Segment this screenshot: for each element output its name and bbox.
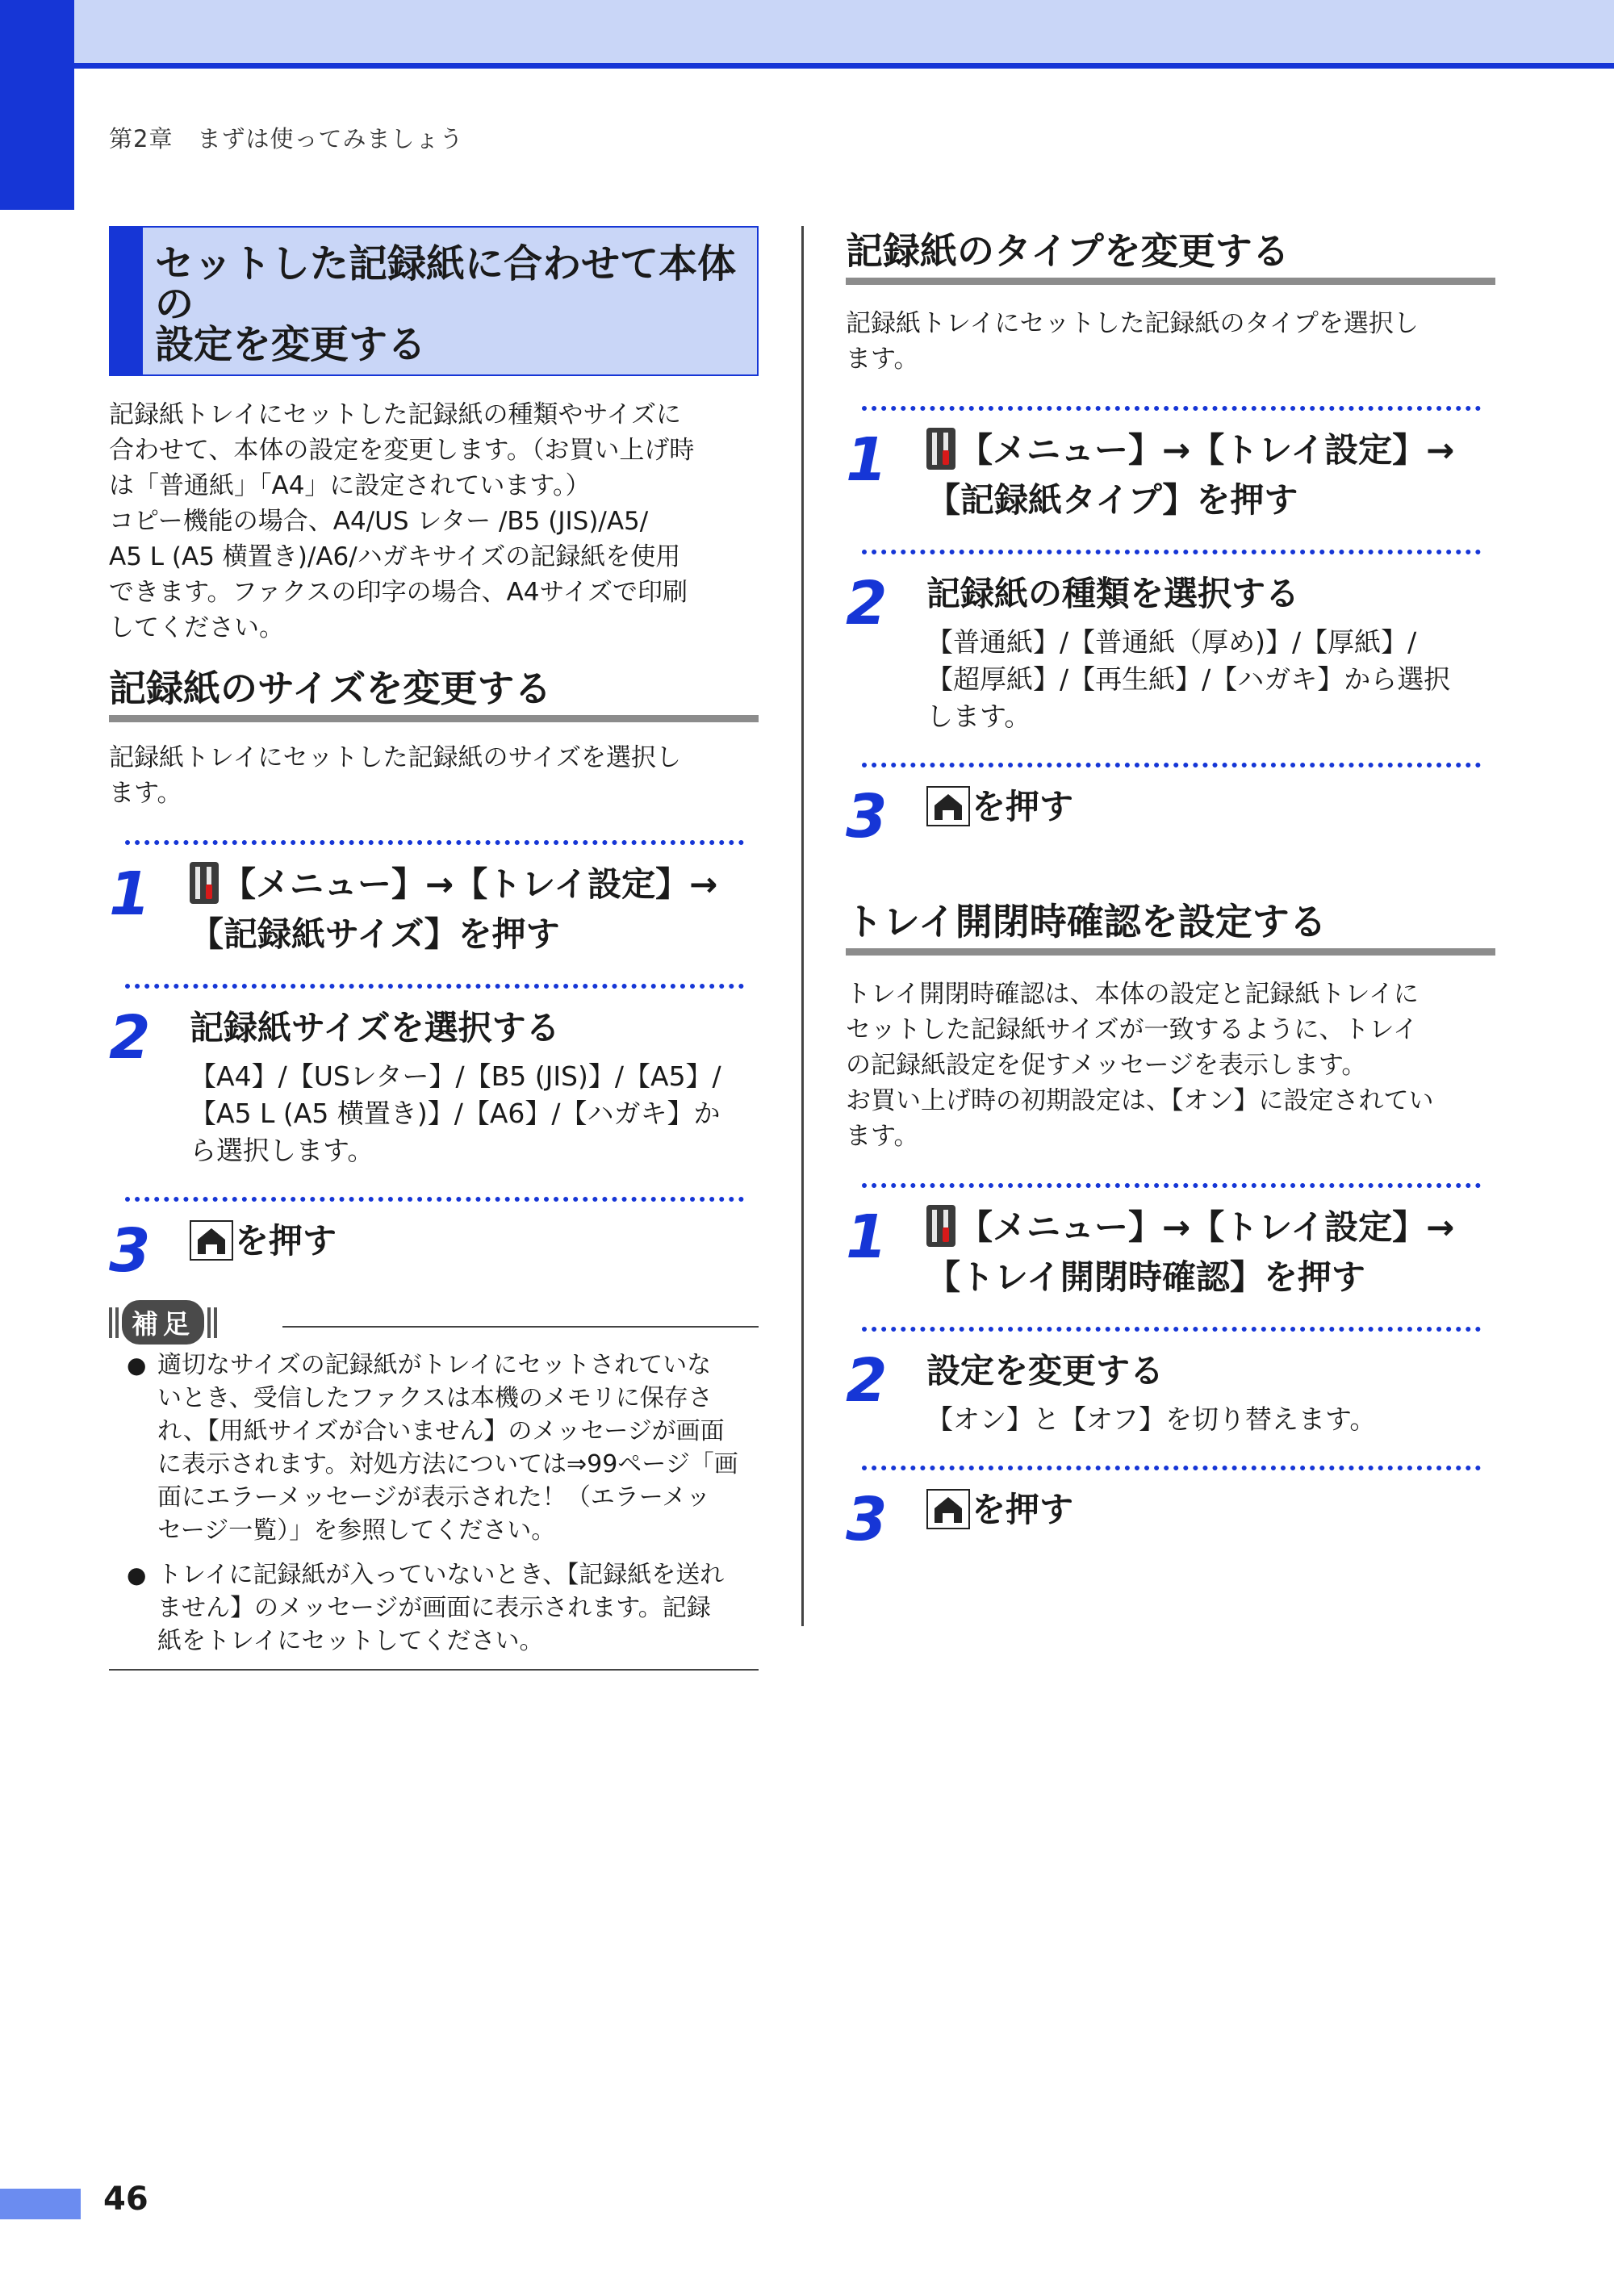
section-title-tray-check: トレイ開閉時確認を設定する	[846, 897, 1495, 956]
step-title: 記録紙の種類を選択する	[926, 574, 1300, 613]
step-title: 設定を変更する	[926, 1351, 1165, 1391]
step-number: 1	[109, 859, 151, 929]
step-description: 【オン】と【オフ】を切り替えます。	[926, 1403, 1377, 1435]
step-1	[109, 859, 759, 960]
tools-icon	[926, 1205, 955, 1247]
home-icon	[926, 1489, 970, 1529]
step-1	[846, 1202, 1495, 1303]
step-title: 記録紙サイズを選択する	[190, 1008, 560, 1048]
note-bottom-rule	[109, 1669, 759, 1671]
step-divider	[125, 984, 744, 989]
header-band	[0, 0, 1614, 63]
step-divider	[862, 1466, 1481, 1470]
step-3	[846, 1485, 1495, 1554]
step-number: 3	[846, 782, 888, 851]
step-2	[109, 1003, 759, 1169]
step-2	[846, 1346, 1495, 1438]
home-icon	[190, 1220, 233, 1261]
topic-title-box	[109, 226, 759, 376]
step-title: を押す	[190, 1216, 759, 1266]
step-title: 【メニュー】→【トレイ設定】→ 【記録紙サイズ】を押す	[190, 859, 759, 960]
step-number: 3	[109, 1216, 151, 1286]
section-title-size: 記録紙のサイズを変更する	[109, 663, 759, 722]
step-number: 2	[109, 1003, 151, 1073]
note-list	[109, 1349, 759, 1658]
step-number: 2	[846, 1346, 888, 1416]
step-title: を押す	[926, 782, 1495, 832]
note-item: ● トレイに記録紙が入っていないとき、【記録紙を送れ ません】のメッセージが画面に表示されます。記録 紙をトレイにセットしてください。	[157, 1558, 759, 1658]
step-divider	[125, 840, 744, 845]
section-desc-type: 記録紙トレイにセットした記録紙のタイプを選択し ます。	[846, 309, 1419, 374]
topic-title: セットした記録紙に合わせて本体の 設定を変更する	[155, 241, 737, 367]
step-number: 1	[846, 425, 888, 495]
section-desc-size: 記録紙トレイにセットした記録紙のサイズを選択し ます。	[109, 743, 681, 808]
step-number: 2	[846, 569, 888, 638]
header-line	[0, 63, 1614, 69]
step-divider	[862, 1183, 1481, 1188]
step-title: を押す	[926, 1485, 1495, 1535]
step-divider	[862, 1327, 1481, 1332]
section-title-type: 記録紙のタイプを変更する	[846, 226, 1495, 285]
step-number: 1	[846, 1202, 888, 1272]
right-column	[846, 226, 1495, 1554]
step-1	[846, 425, 1495, 525]
intro-text: 記録紙トレイにセットした記録紙の種類やサイズに 合わせて、本体の設定を変更します。（お買い上げ時 は「普通紙」「A4」に設定されています。） コピー機能の場合、A4/US レター /B5 (JIS)/A5/ A5 L (A5 横置き)/A6/ハガキサイズの記録紙を使用 できます。ファクスの印字の場合、A4サイズで印刷 してください。	[109, 400, 695, 642]
column-divider	[801, 226, 804, 1626]
page-tab	[0, 2189, 81, 2219]
step-divider	[862, 406, 1481, 411]
step-3	[846, 782, 1495, 851]
step-2	[846, 569, 1495, 735]
step-description: 【普通紙】/【普通紙（厚め)】/【厚紙】/ 【超厚紙】/【再生紙】/【ハガキ】から選択 します。	[926, 626, 1451, 732]
note-rule	[282, 1326, 759, 1328]
note-badge	[109, 1300, 217, 1345]
step-title: 【メニュー】→【トレイ設定】→ 【記録紙タイプ】を押す	[926, 425, 1495, 525]
step-title: 【メニュー】→【トレイ設定】→ 【トレイ開閉時確認】を押す	[926, 1202, 1495, 1303]
step-description: 【A4】/【USレター】/【B5 (JIS)】/【A5】/ 【A5 L (A5 横置き)】/【A6】/【ハガキ】か ら選択します。	[190, 1060, 721, 1166]
page-number: 46	[103, 2181, 148, 2218]
chapter-tab	[0, 0, 74, 210]
step-number: 3	[846, 1485, 888, 1554]
note-label: 補足	[122, 1300, 204, 1345]
step-3	[109, 1216, 759, 1286]
step-divider	[862, 763, 1481, 767]
left-column	[109, 226, 759, 1671]
note-item: ● 適切なサイズの記録紙がトレイにセットされていな いとき、受信したファクスは本機のメモリに保存さ れ、【用紙サイズが合いません】のメッセージが画面 に表示されます。対処方法については⇒99ページ「画 面にエラーメッセージが表示された！（エラーメッ セージ一覧）」を参照してください。	[157, 1349, 759, 1547]
home-icon	[926, 786, 970, 826]
step-divider	[125, 1197, 744, 1202]
chapter-title: 第2章 まずは使ってみましょう	[109, 125, 464, 153]
note-header	[109, 1297, 759, 1349]
section-desc-tray-check: トレイ開閉時確認は、本体の設定と記録紙トレイに セットした記録紙サイズが一致するように、トレイ の記録紙設定を促すメッセージを表示します。 お買い上げ時の初期設定は、【オン】に設定されてい ます。	[846, 980, 1434, 1151]
tools-icon	[926, 428, 955, 470]
step-divider	[862, 550, 1481, 554]
tools-icon	[190, 862, 219, 904]
